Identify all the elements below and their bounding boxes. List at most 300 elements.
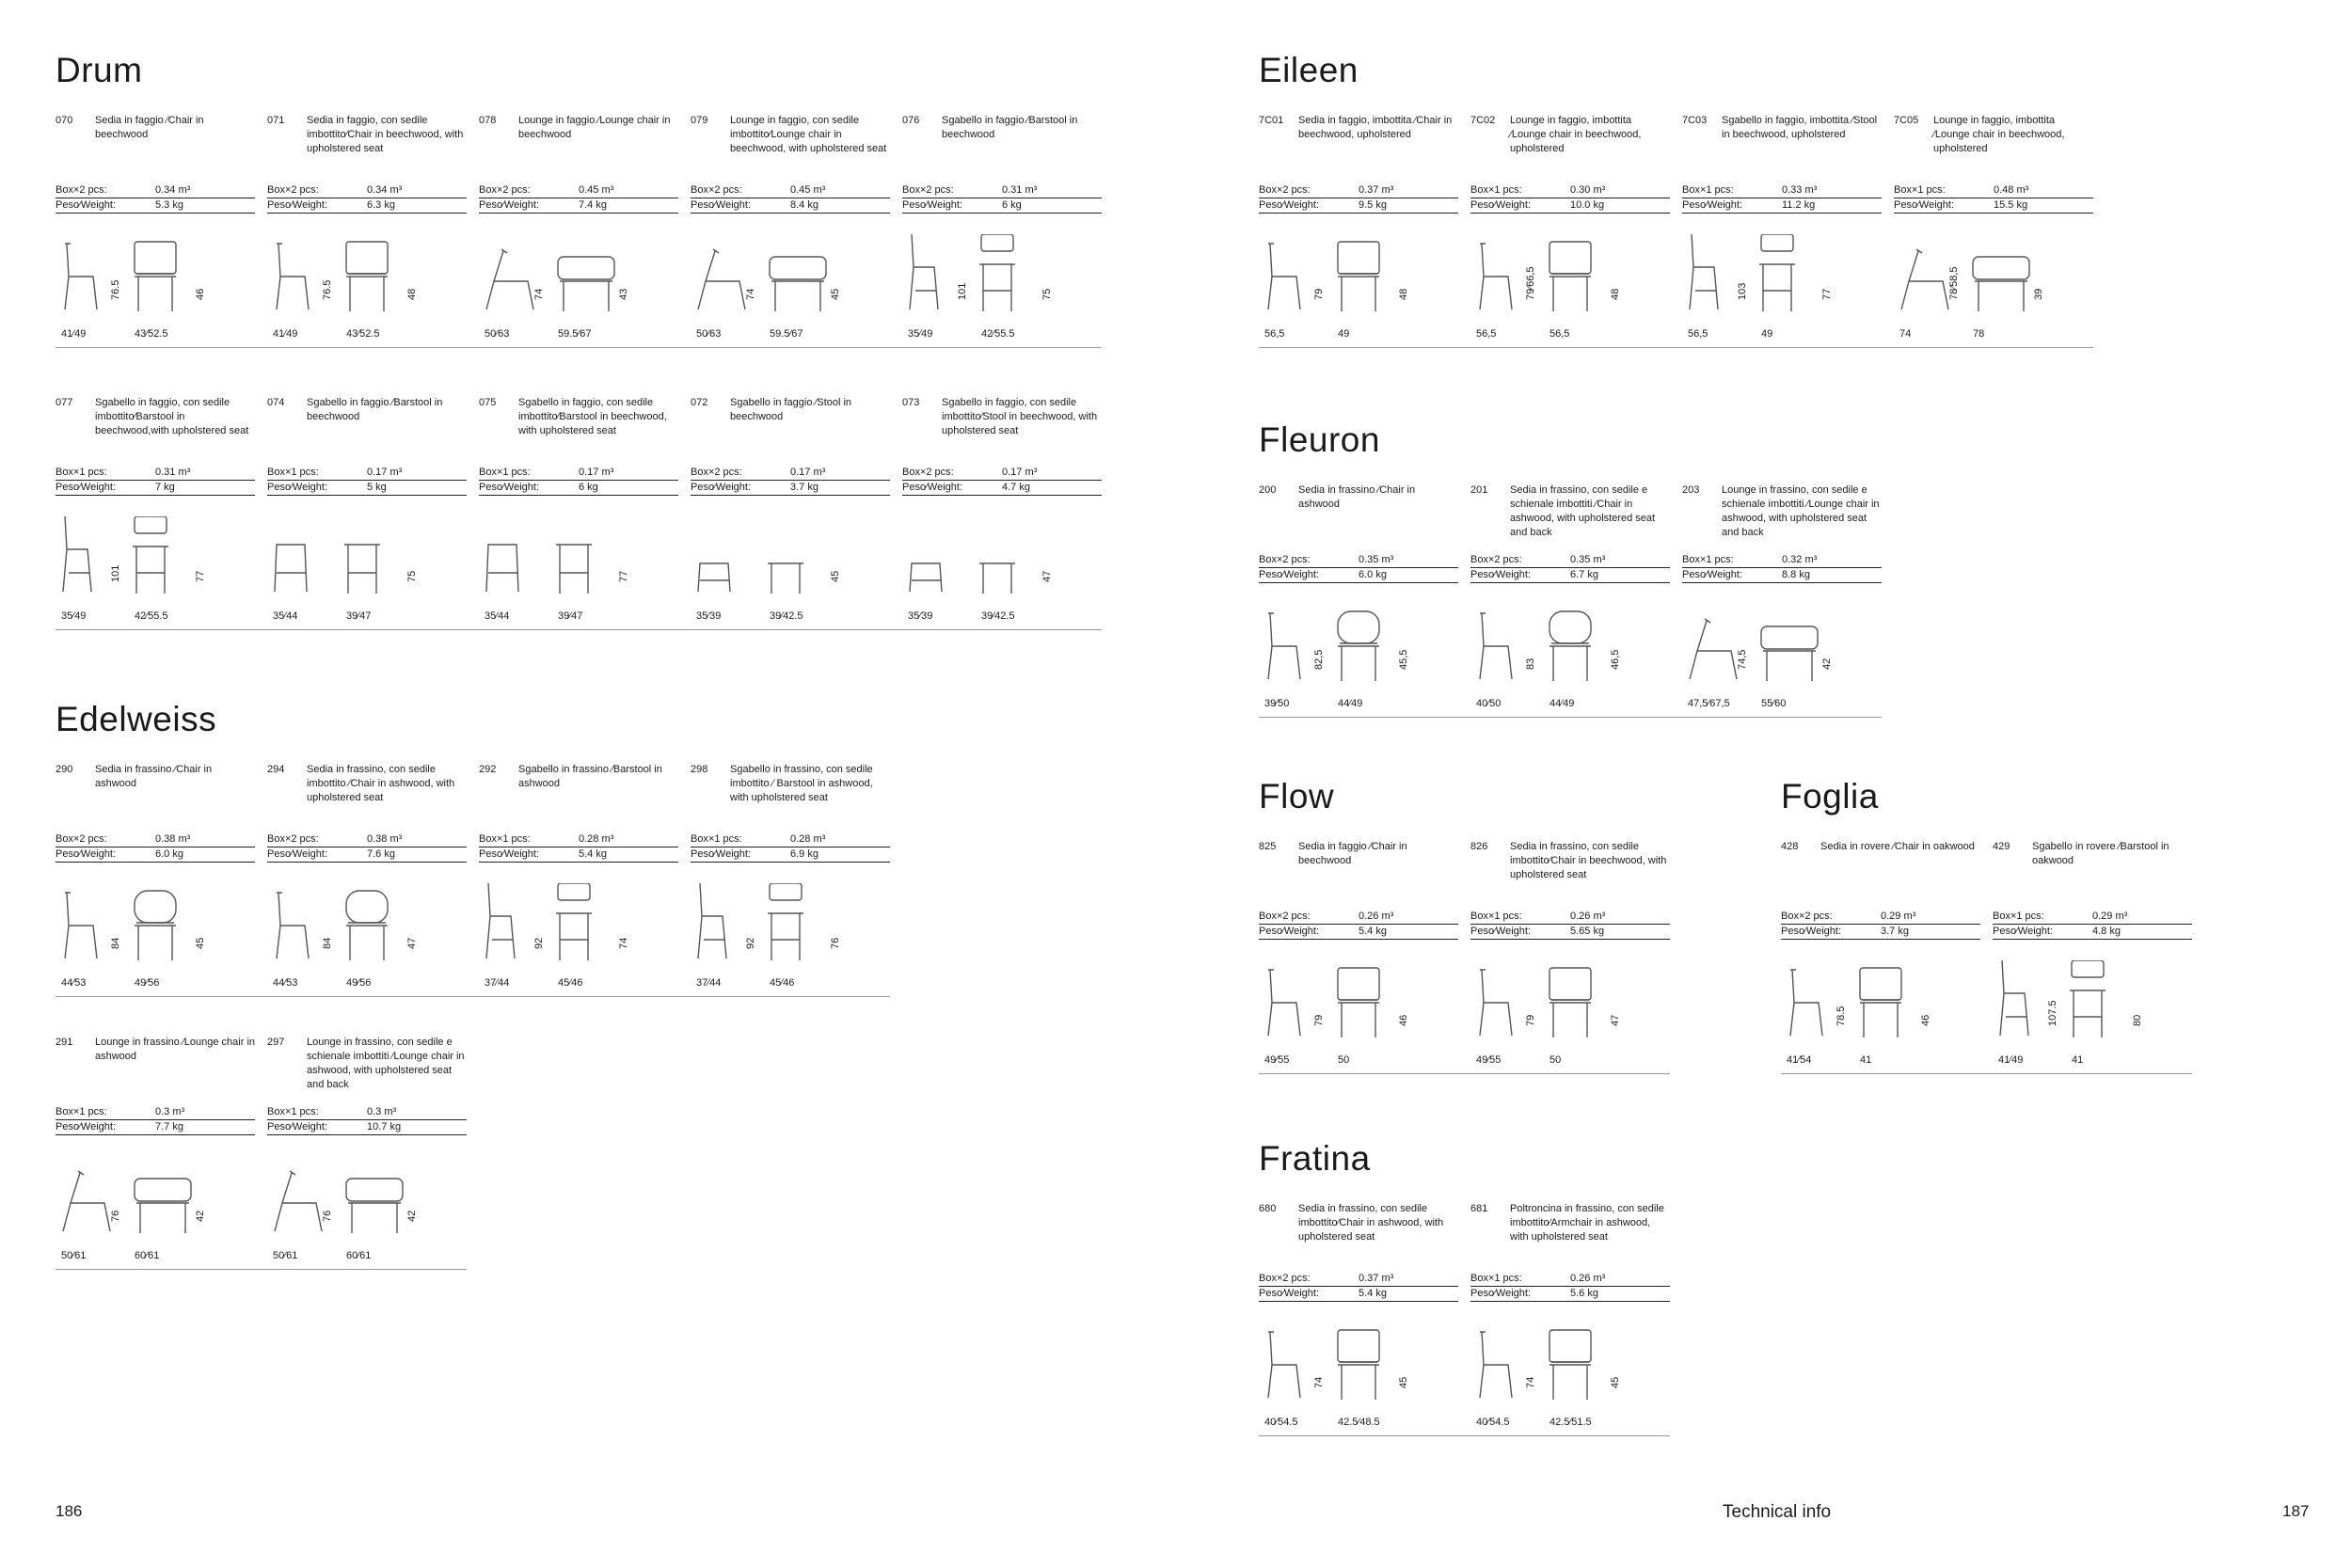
product-drawing	[479, 234, 678, 319]
product-header	[267, 114, 467, 183]
chair-drawing	[1470, 1323, 1621, 1407]
weight-label: Peso∕Weight:	[267, 1121, 328, 1132]
row-divider	[1781, 1073, 2192, 1074]
height-dimension: 79	[1525, 1014, 1536, 1026]
product-header	[479, 114, 678, 183]
box-line	[56, 466, 255, 481]
product-specs	[1894, 183, 2093, 214]
product-specs	[267, 832, 467, 863]
weight-label: Peso∕Weight:	[1470, 926, 1532, 937]
front-width: 41	[1860, 1054, 1872, 1066]
footprint-dimensions	[691, 328, 890, 342]
box-value: 0.45 m³	[579, 184, 614, 196]
weight-line	[1259, 198, 1458, 214]
row-divider	[56, 347, 1102, 348]
product-item	[267, 763, 467, 989]
product-header	[1993, 840, 2192, 910]
chair-drawing	[1682, 234, 1833, 319]
chair-drawing	[479, 883, 629, 968]
box-line	[1470, 910, 1670, 925]
row-divider	[56, 629, 1102, 630]
product-header	[56, 763, 255, 832]
product-specs	[267, 183, 467, 214]
box-line	[1259, 910, 1458, 925]
product-drawing	[267, 234, 467, 319]
height-dimension: 74	[745, 288, 756, 300]
box-label: Box×1 pcs:	[1470, 1273, 1522, 1284]
footprint-dimensions	[902, 328, 1102, 342]
height-dimension: 92	[533, 937, 545, 949]
box-label: Box×2 pcs:	[1259, 1273, 1311, 1284]
weight-line	[479, 198, 678, 214]
footprint-dimensions	[691, 977, 890, 991]
product-code: 071	[267, 115, 285, 126]
weight-line	[691, 481, 890, 496]
seat-height-dimension: 46	[1920, 1014, 1931, 1026]
footprint-dimensions	[56, 977, 255, 991]
weight-line	[1259, 568, 1458, 583]
weight-value: 8.4 kg	[790, 199, 818, 211]
weight-value: 4.8 kg	[2092, 926, 2121, 937]
row-divider	[1259, 347, 2093, 348]
product-row	[56, 396, 1102, 678]
product-specs	[1259, 1272, 1458, 1302]
chair-drawing	[1470, 604, 1621, 689]
chair-drawing	[1470, 960, 1621, 1045]
box-line	[1259, 183, 1458, 198]
weight-value: 6.7 kg	[1570, 569, 1598, 580]
product-row	[56, 763, 893, 1036]
product-description: Sgabello in faggio, con sedile imbottito∕Barstool in beechwood,with upholstered seat	[95, 397, 249, 436]
weight-value: 5.4 kg	[579, 848, 607, 860]
box-value: 0.30 m³	[1570, 184, 1606, 196]
box-value: 0.37 m³	[1359, 184, 1394, 196]
seat-height-dimension: 77	[618, 570, 629, 582]
weight-line	[1470, 198, 1670, 214]
height-dimension: 79	[1313, 1014, 1325, 1026]
seat-height-dimension: 42	[406, 1210, 418, 1222]
front-width: 39∕42.5	[770, 610, 803, 622]
weight-label: Peso∕Weight:	[1259, 926, 1320, 937]
footprint-dimensions	[267, 610, 467, 625]
product-specs	[1470, 910, 1670, 940]
product-row	[1781, 840, 2204, 1122]
product-item	[1259, 114, 1458, 340]
weight-label: Peso∕Weight:	[267, 482, 328, 493]
box-value: 0.26 m³	[1570, 1273, 1606, 1284]
weight-value: 6.9 kg	[790, 848, 818, 860]
weight-label: Peso∕Weight:	[1259, 1288, 1320, 1299]
product-code: 200	[1259, 484, 1277, 496]
seat-height-dimension: 76	[830, 937, 841, 949]
weight-label: Peso∕Weight:	[1894, 199, 1955, 211]
side-depth: 56,5	[1264, 328, 1285, 340]
box-line	[267, 1105, 467, 1120]
box-line	[691, 183, 890, 198]
weight-label: Peso∕Weight:	[1470, 1288, 1532, 1299]
family-foglia	[1781, 777, 2204, 1066]
box-line	[1993, 910, 2192, 925]
chair-drawing	[902, 234, 1053, 319]
product-header	[902, 114, 1102, 183]
family-title: Foglia	[1781, 777, 1879, 816]
weight-label: Peso∕Weight:	[267, 199, 328, 211]
height-dimension: 84	[110, 937, 121, 949]
product-item	[1470, 1202, 1670, 1428]
product-description: Sedia in frassino ∕Chair in ashwood	[95, 764, 213, 789]
product-item	[267, 1036, 467, 1261]
product-item	[1993, 840, 2192, 1066]
side-depth: 35∕49	[61, 610, 87, 622]
product-code: 298	[691, 764, 708, 775]
side-depth: 35∕49	[908, 328, 933, 340]
front-width: 42.5∕48.5	[1338, 1417, 1380, 1428]
product-specs	[1993, 910, 2192, 940]
product-specs	[56, 1105, 255, 1135]
weight-label: Peso∕Weight:	[1682, 569, 1743, 580]
weight-value: 6.0 kg	[155, 848, 183, 860]
product-specs	[1682, 553, 1882, 583]
product-specs	[56, 183, 255, 214]
weight-line	[56, 198, 255, 214]
product-header	[691, 763, 890, 832]
side-depth: 50∕61	[273, 1250, 298, 1261]
seat-height-dimension: 45	[830, 570, 841, 582]
weight-label: Peso∕Weight:	[479, 482, 540, 493]
box-value: 0.26 m³	[1359, 911, 1394, 922]
chair-drawing	[1259, 604, 1409, 689]
side-depth: 56,5	[1688, 328, 1708, 340]
product-header	[1259, 483, 1458, 553]
side-depth: 41∕54	[1787, 1054, 1812, 1066]
box-value: 0.34 m³	[155, 184, 191, 196]
side-depth: 35∕39	[908, 610, 933, 622]
box-line	[56, 832, 255, 847]
family-fleuron	[1259, 420, 1889, 709]
product-description: Lounge in frassino, con sedile e schienale imbottiti ∕Lounge chair in ashwood, with upholstered seat and back	[1722, 484, 1880, 538]
box-line	[1781, 910, 1980, 925]
height-dimension: 78.5	[1836, 1006, 1847, 1026]
product-drawing	[1259, 960, 1458, 1045]
weight-value: 8.8 kg	[1782, 569, 1810, 580]
weight-line	[691, 198, 890, 214]
box-value: 0.17 m³	[1002, 467, 1038, 478]
product-item	[1894, 114, 2093, 340]
height-dimension: 101	[957, 282, 968, 300]
height-dimension: 84	[322, 937, 333, 949]
weight-value: 5.65 kg	[1570, 926, 1605, 937]
weight-line	[267, 481, 467, 496]
product-drawing	[1470, 604, 1670, 689]
weight-line	[1259, 1287, 1458, 1302]
box-value: 0.3 m³	[155, 1106, 185, 1117]
product-header	[691, 396, 890, 466]
product-item	[902, 114, 1102, 340]
product-description: Sedia in frassino ∕Chair in ashwood	[1298, 484, 1416, 510]
box-label: Box×2 pcs:	[267, 184, 319, 196]
product-description: Lounge in faggio, imbottita ∕Lounge chair in beechwood, upholstered	[1510, 115, 1642, 154]
product-header	[1259, 1202, 1458, 1272]
footprint-dimensions	[1781, 1054, 1980, 1069]
seat-height-dimension: 47	[406, 937, 418, 949]
weight-value: 5.4 kg	[1359, 1288, 1387, 1299]
front-width: 78	[1973, 328, 1985, 340]
chair-drawing	[267, 516, 418, 601]
front-width: 39∕47	[558, 610, 583, 622]
product-drawing	[56, 516, 255, 601]
product-drawing	[479, 883, 678, 968]
weight-value: 6 kg	[579, 482, 598, 493]
weight-value: 3.7 kg	[1881, 926, 1909, 937]
box-label: Box×1 pcs:	[56, 1106, 107, 1117]
box-line	[479, 832, 678, 847]
weight-value: 7.4 kg	[579, 199, 607, 211]
height-dimension: 83	[1525, 657, 1536, 670]
product-description: Sedia in frassino, con sedile imbottito∕Chair in beechwood, with upholstered seat	[1510, 841, 1667, 880]
height-dimension: 103	[1737, 282, 1748, 300]
side-depth: 40∕54.5	[1476, 1417, 1510, 1428]
seat-height-dimension: 42	[195, 1210, 206, 1222]
product-item	[1259, 1202, 1458, 1428]
weight-line	[479, 847, 678, 863]
product-item	[691, 763, 890, 989]
weight-label: Peso∕Weight:	[267, 848, 328, 860]
product-code: 203	[1682, 484, 1700, 496]
weight-label: Peso∕Weight:	[479, 199, 540, 211]
product-header	[267, 396, 467, 466]
weight-label: Peso∕Weight:	[56, 482, 117, 493]
product-code: 294	[267, 764, 285, 775]
seat-height-dimension: 45	[195, 937, 206, 949]
product-header	[902, 396, 1102, 466]
side-depth: 35∕39	[696, 610, 722, 622]
family-title: Drum	[56, 51, 143, 89]
product-drawing	[479, 516, 678, 601]
weight-value: 4.7 kg	[1002, 482, 1030, 493]
product-header	[1894, 114, 2093, 183]
product-description: Lounge in faggio, imbottita ∕Lounge chair in beechwood, upholstered	[1933, 115, 2065, 154]
footprint-dimensions	[1993, 1054, 2192, 1069]
row-divider	[1259, 1435, 1670, 1436]
product-specs	[1470, 1272, 1670, 1302]
product-code: 7C03	[1682, 115, 1708, 126]
box-line	[267, 466, 467, 481]
weight-line	[267, 198, 467, 214]
box-line	[1470, 183, 1670, 198]
seat-height-dimension: 46	[195, 288, 206, 300]
front-width: 42.5∕51.5	[1549, 1417, 1592, 1428]
side-depth: 47,5∕67,5	[1688, 698, 1730, 709]
product-header	[56, 114, 255, 183]
product-item	[1470, 840, 1670, 1066]
height-dimension: 74	[533, 288, 545, 300]
box-value: 0.35 m³	[1359, 554, 1394, 565]
product-header	[1470, 114, 1670, 183]
product-specs	[479, 832, 678, 863]
box-label: Box×1 pcs:	[1470, 911, 1522, 922]
box-value: 0.48 m³	[1994, 184, 2029, 196]
front-width: 55∕60	[1761, 698, 1787, 709]
product-header	[1470, 483, 1670, 553]
chair-drawing	[691, 883, 841, 968]
chair-drawing	[1682, 604, 1833, 689]
seat-height-dimension: 42	[1821, 657, 1833, 670]
product-item	[691, 114, 890, 340]
weight-value: 7 kg	[155, 482, 175, 493]
product-description: Sgabello in faggio ∕Stool in beechwood	[730, 397, 852, 422]
product-description: Sedia in frassino, con sedile imbottito ∕Chair in ashwood, with upholstered seat	[307, 764, 455, 803]
height-dimension: 107.5	[2047, 1000, 2058, 1026]
family-flow	[1259, 777, 1682, 1066]
weight-line	[1470, 1287, 1670, 1302]
box-value: 0.17 m³	[790, 467, 826, 478]
seat-height-dimension: 77	[1821, 288, 1833, 300]
weight-label: Peso∕Weight:	[1470, 569, 1532, 580]
box-value: 0.28 m³	[579, 833, 614, 845]
box-line	[1682, 183, 1882, 198]
box-line	[1259, 1272, 1458, 1287]
weight-line	[1993, 925, 2192, 940]
chair-drawing	[56, 234, 206, 319]
side-depth: 74	[1899, 328, 1912, 340]
footprint-dimensions	[479, 610, 678, 625]
product-item	[1259, 840, 1458, 1066]
box-label: Box×2 pcs:	[1470, 554, 1522, 565]
product-item	[479, 396, 678, 622]
weight-value: 5.6 kg	[1570, 1288, 1598, 1299]
product-description: Sgabello in faggio, imbottita ∕Stool in beechwood, upholstered	[1722, 115, 1878, 140]
side-depth: 40∕50	[1476, 698, 1502, 709]
chair-drawing	[267, 883, 418, 968]
family-title: Fratina	[1259, 1139, 1371, 1178]
product-code: 291	[56, 1037, 73, 1048]
product-drawing	[267, 883, 467, 968]
weight-value: 10.7 kg	[367, 1121, 402, 1132]
front-width: 44∕49	[1549, 698, 1575, 709]
footprint-dimensions	[1894, 328, 2093, 342]
box-label: Box×1 pcs:	[1894, 184, 1946, 196]
row-divider	[1259, 717, 1882, 718]
product-drawing	[1682, 604, 1882, 689]
product-code: 076	[902, 115, 920, 126]
product-drawing	[56, 234, 255, 319]
footprint-dimensions	[267, 328, 467, 342]
product-drawing	[1259, 1323, 1458, 1407]
weight-label: Peso∕Weight:	[902, 482, 963, 493]
height-dimension: 79	[1313, 288, 1325, 300]
box-value: 0.38 m³	[367, 833, 403, 845]
side-depth: 44∕53	[61, 977, 87, 989]
row-divider	[56, 1269, 467, 1270]
product-description: Lounge in frassino ∕Lounge chair in ashwood	[95, 1037, 256, 1062]
seat-height-dimension: 75	[1041, 288, 1053, 300]
box-label: Box×2 pcs:	[1259, 184, 1311, 196]
weight-line	[1470, 568, 1670, 583]
front-width: 49	[1761, 328, 1773, 340]
box-label: Box×1 pcs:	[267, 1106, 319, 1117]
box-line	[1682, 553, 1882, 568]
box-label: Box×2 pcs:	[1259, 554, 1311, 565]
product-description: Sgabello in faggio ∕Barstool in beechwood	[942, 115, 1078, 140]
front-width: 50	[1338, 1054, 1350, 1066]
seat-height-dimension: 48	[1398, 288, 1409, 300]
footprint-dimensions	[56, 610, 255, 625]
product-description: Sgabello in frassino, con sedile imbottito ∕ Barstool in ashwood, with upholstered seat	[730, 764, 873, 803]
seat-height-dimension: 46	[1398, 1014, 1409, 1026]
box-value: 0.28 m³	[790, 833, 826, 845]
chair-drawing	[1259, 960, 1409, 1045]
height-dimension: 78∕58,5	[1948, 266, 1960, 300]
box-line	[1470, 553, 1670, 568]
box-label: Box×2 pcs:	[1781, 911, 1833, 922]
footprint-dimensions	[479, 328, 678, 342]
product-header	[56, 1036, 255, 1105]
product-drawing	[691, 234, 890, 319]
box-label: Box×1 pcs:	[267, 467, 319, 478]
weight-line	[56, 1120, 255, 1135]
height-dimension: 74	[1313, 1376, 1325, 1388]
product-specs	[479, 466, 678, 496]
height-dimension: 101	[110, 564, 121, 582]
product-code: 077	[56, 397, 73, 408]
footprint-dimensions	[479, 977, 678, 991]
product-item	[1470, 114, 1670, 340]
product-specs	[691, 832, 890, 863]
weight-line	[1682, 198, 1882, 214]
weight-line	[1894, 198, 2093, 214]
weight-label: Peso∕Weight:	[691, 199, 752, 211]
weight-label: Peso∕Weight:	[1993, 926, 2054, 937]
product-drawing	[1993, 960, 2192, 1045]
box-value: 0.17 m³	[579, 467, 614, 478]
box-line	[691, 466, 890, 481]
chair-drawing	[1470, 234, 1621, 319]
footprint-dimensions	[1259, 698, 1458, 712]
front-width: 50	[1549, 1054, 1562, 1066]
product-drawing	[691, 516, 890, 601]
chair-drawing	[691, 516, 841, 601]
box-label: Box×2 pcs:	[691, 184, 742, 196]
product-row	[56, 1036, 893, 1308]
side-depth: 40∕54.5	[1264, 1417, 1298, 1428]
side-depth: 41∕49	[1998, 1054, 2024, 1066]
weight-label: Peso∕Weight:	[691, 482, 752, 493]
side-depth: 49∕55	[1264, 1054, 1290, 1066]
footprint-dimensions	[1259, 1417, 1458, 1431]
weight-value: 7.6 kg	[367, 848, 395, 860]
chair-drawing	[1781, 960, 1931, 1045]
page-number-right: 187	[2282, 1502, 2310, 1520]
page-number-left: 186	[56, 1502, 83, 1520]
weight-line	[902, 198, 1102, 214]
seat-height-dimension: 46,5	[1610, 649, 1621, 670]
product-header	[1470, 1202, 1670, 1272]
product-item	[1259, 483, 1458, 709]
product-code: 681	[1470, 1203, 1488, 1214]
weight-line	[691, 847, 890, 863]
box-value: 0.35 m³	[1570, 554, 1606, 565]
footprint-dimensions	[1470, 698, 1670, 712]
height-dimension: 76.5	[110, 279, 121, 300]
side-depth: 37∕44	[485, 977, 510, 989]
family-title: Fleuron	[1259, 420, 1380, 459]
product-code: 292	[479, 764, 497, 775]
weight-line	[267, 1120, 467, 1135]
front-width: 49∕56	[346, 977, 372, 989]
product-header	[1781, 840, 1980, 910]
weight-label: Peso∕Weight:	[1259, 199, 1320, 211]
box-label: Box×2 pcs:	[1259, 911, 1311, 922]
